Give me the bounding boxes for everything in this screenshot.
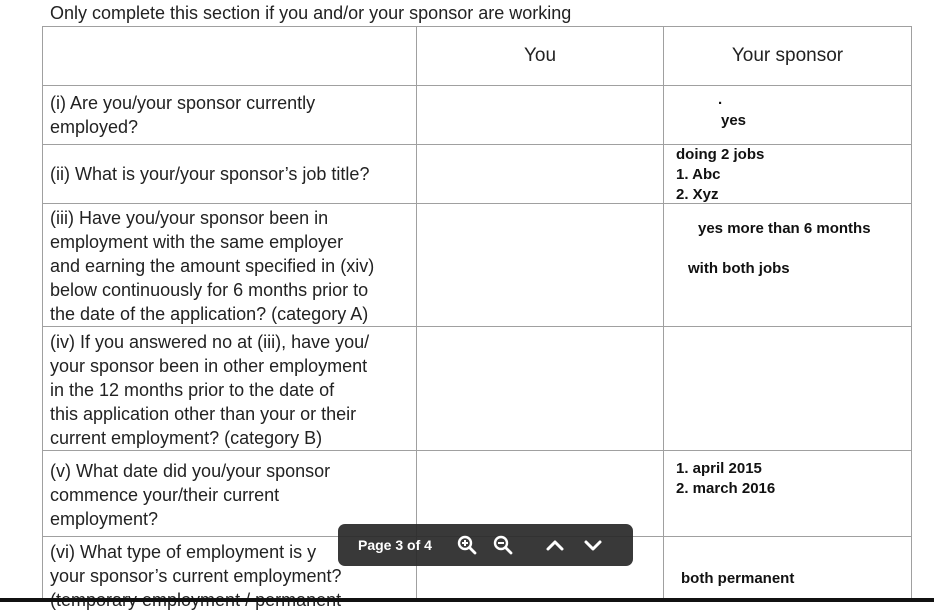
question-vi-line3 bbox=[50, 588, 412, 598]
answer-sponsor-iii-line2: with both jobs bbox=[688, 260, 790, 277]
chevron-up-icon[interactable] bbox=[541, 531, 569, 559]
column-divider bbox=[416, 26, 417, 598]
pdf-viewer-toolbar bbox=[338, 524, 633, 566]
question-v: (v) What date did you/your sponsor commence your/their current employment? bbox=[50, 461, 331, 529]
zoom-in-icon[interactable] bbox=[453, 531, 481, 559]
zoom-out-icon[interactable] bbox=[489, 531, 517, 559]
row-divider bbox=[42, 144, 912, 145]
question-ii: (ii) What is your/your sponsor’s job title? bbox=[50, 164, 370, 184]
question-i: (i) Are you/your sponsor currently employed? bbox=[50, 93, 316, 137]
column-header-you: You bbox=[523, 45, 557, 66]
answer-sponsor-iii-line1: yes more than 6 months bbox=[698, 220, 871, 237]
section-intro: Only complete this section if you and/or your sponsor are working bbox=[50, 3, 572, 23]
row-divider bbox=[42, 203, 912, 204]
question-iii: (iii) Have you/your sponsor been in employment with the same employer and earning the amount specified in (xiv) below continuously for 6 months prior to the date of the application? (category A) bbox=[50, 208, 375, 324]
answer-sponsor-vi: both permanent bbox=[681, 570, 795, 587]
row-divider bbox=[42, 326, 912, 327]
row-divider bbox=[42, 450, 912, 451]
answer-sponsor-v: 1. april 2015 2. march 2016 bbox=[676, 460, 776, 497]
answer-sponsor-i-dot: . bbox=[718, 91, 723, 108]
question-vi-line2: your sponsor’s current employment? bbox=[50, 566, 342, 586]
question-vi-line1: (vi) What type of employment is y bbox=[50, 542, 317, 562]
answer-sponsor-ii: doing 2 jobs 1. Abc 2. Xyz bbox=[676, 146, 765, 203]
column-divider bbox=[663, 26, 664, 598]
page-indicator: Page 3 of 4 bbox=[358, 537, 432, 553]
chevron-down-icon[interactable] bbox=[579, 531, 607, 559]
row-divider bbox=[42, 85, 912, 86]
bottom-edge-bar bbox=[0, 598, 934, 602]
answer-sponsor-i: yes bbox=[721, 112, 747, 129]
table-border-left bbox=[42, 26, 43, 598]
question-iv: (iv) If you answered no at (iii), have you/ your sponsor been in other employment in the 12 months prior to the date of this application other than your or their current employment? (category B) bbox=[50, 332, 370, 448]
column-header-sponsor: Your sponsor bbox=[731, 45, 844, 66]
table-border-top bbox=[42, 26, 912, 27]
table-border-right bbox=[911, 26, 912, 598]
